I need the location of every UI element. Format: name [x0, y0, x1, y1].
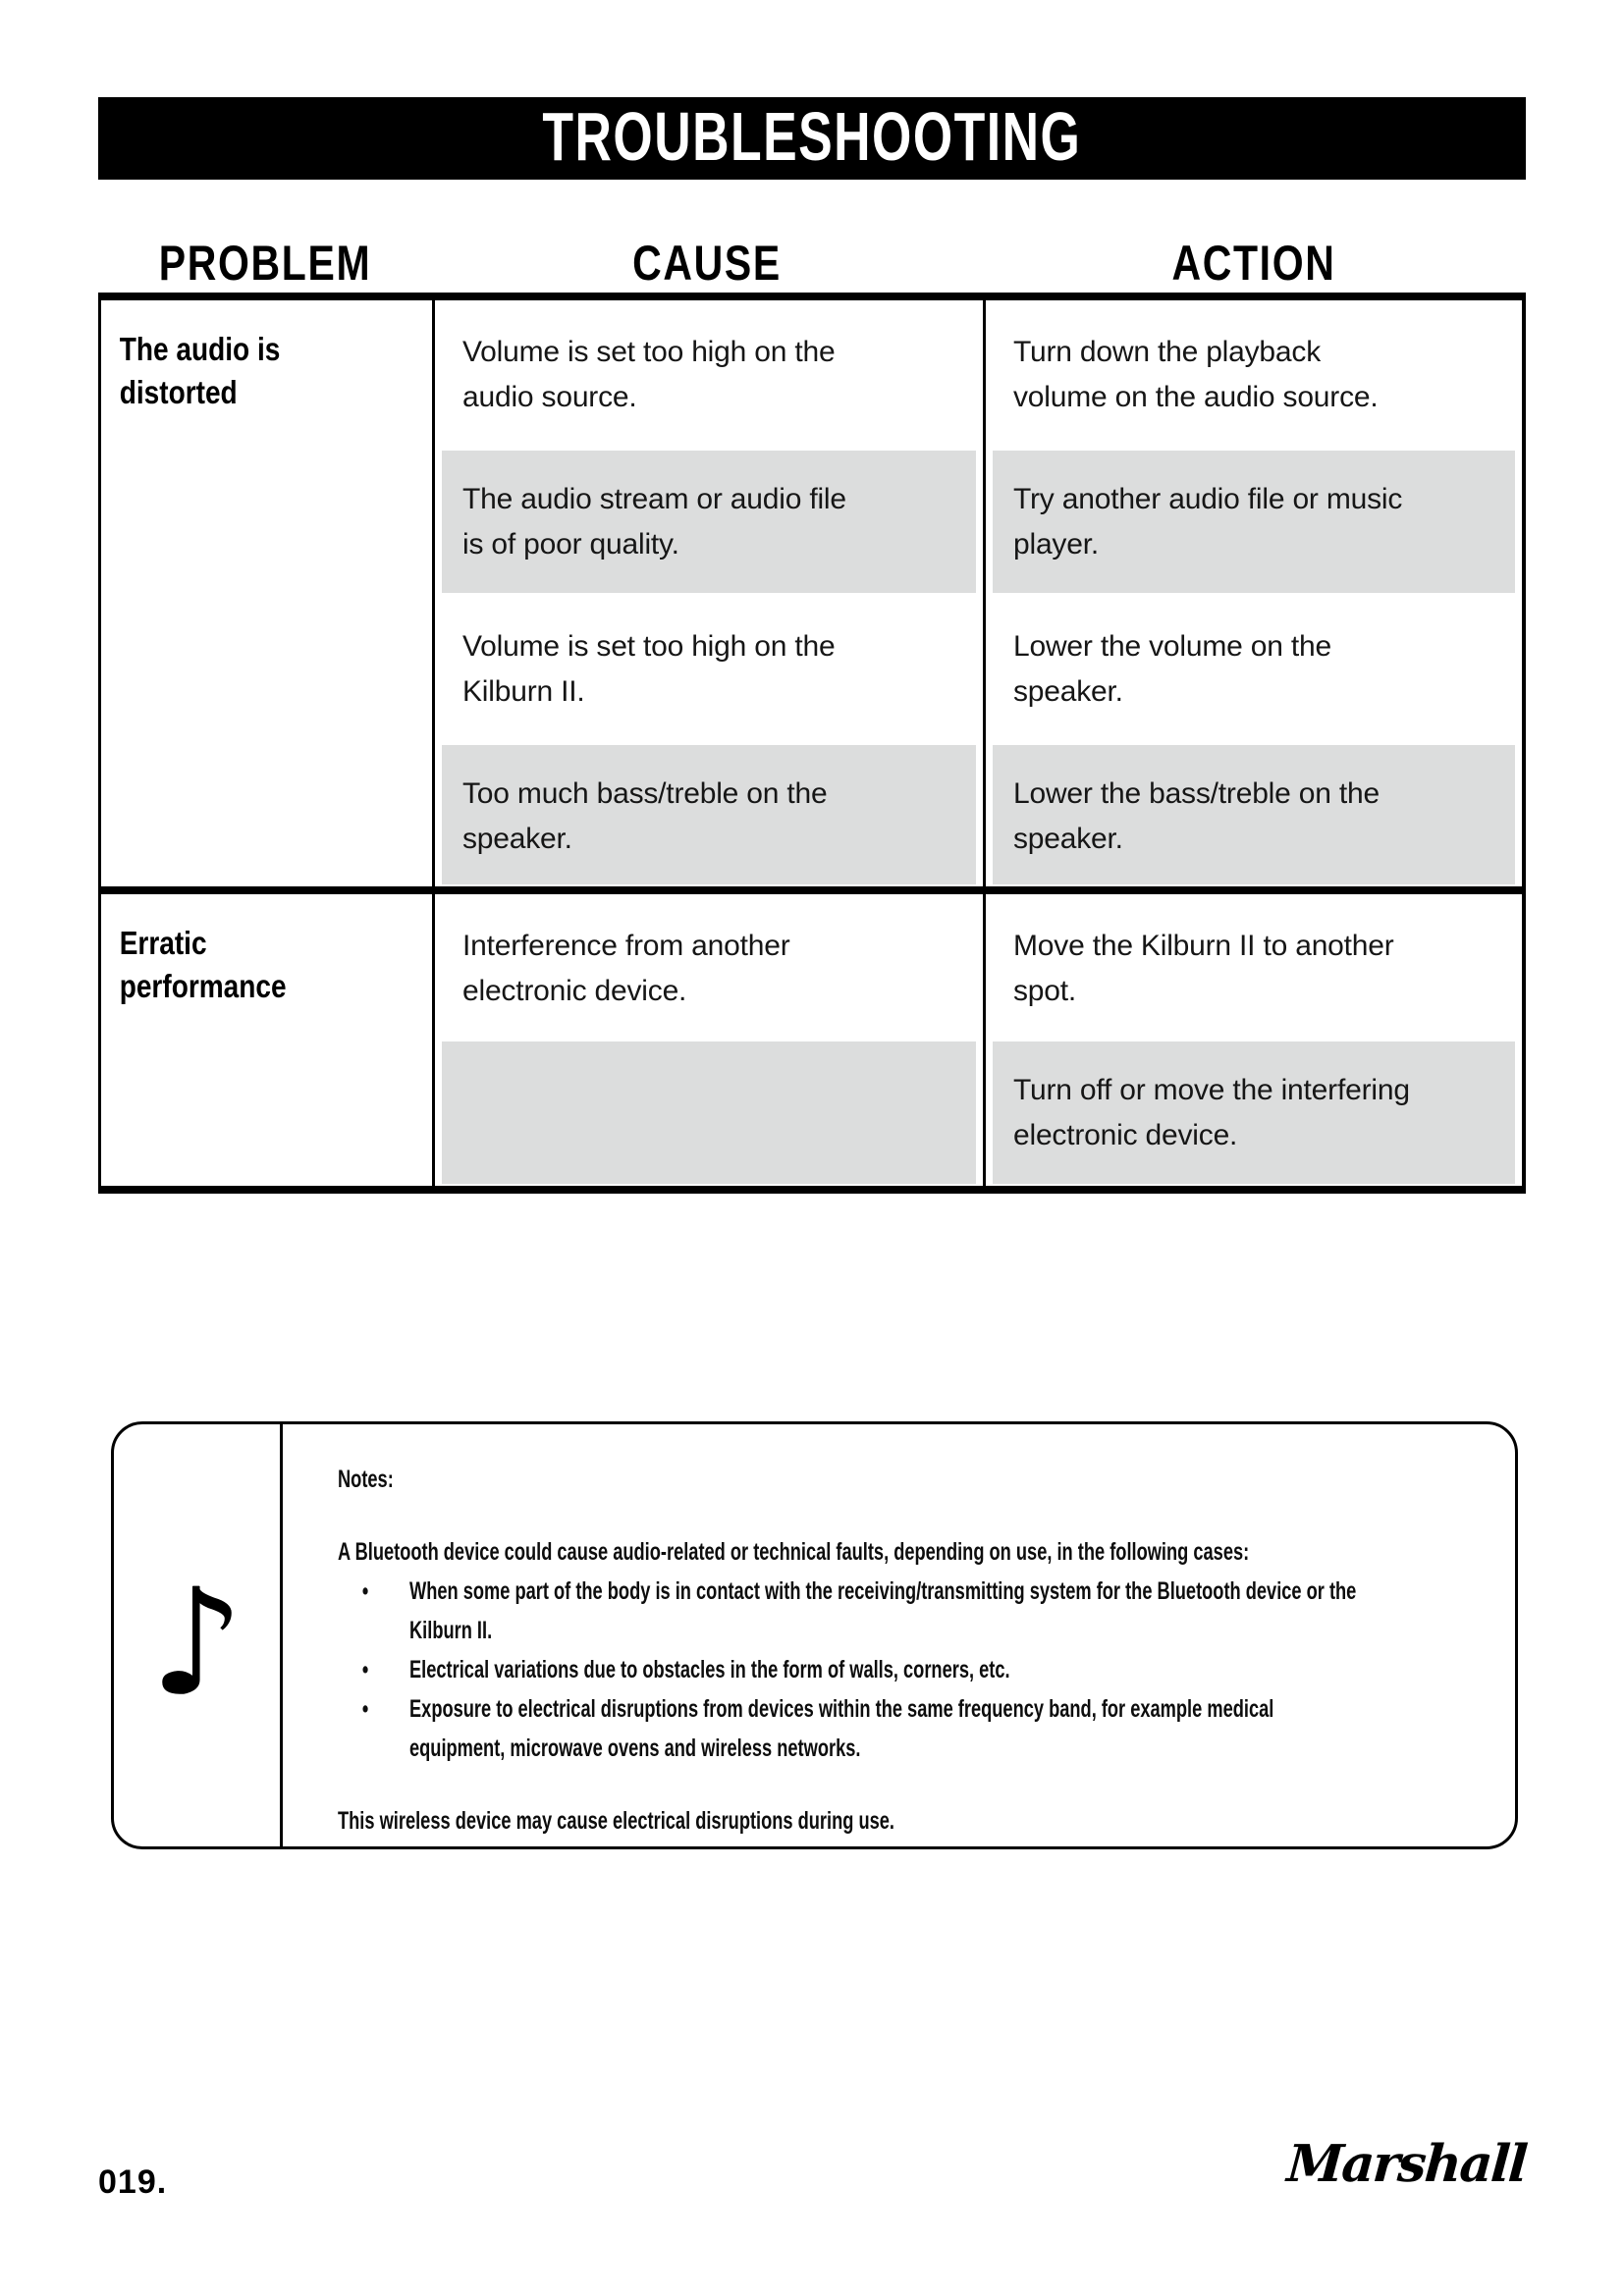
action-text: Try another audio file or music player. — [1013, 483, 1403, 561]
column-header-cause: CAUSE — [632, 236, 782, 291]
notes-intro: A Bluetooth device could cause audio-related or technical faults, depending on use, in the following cases: — [338, 1538, 1250, 1566]
action-text: Turn off or move the interfering electronic device. — [1013, 1074, 1410, 1151]
problem-cell-audio-distorted — [101, 300, 432, 886]
notes-title: Notes: — [338, 1466, 394, 1493]
bullet-text: Electrical variations due to obstacles in the form of walls, corners, etc. — [409, 1656, 1010, 1683]
action-cell — [983, 742, 1522, 886]
notes-body — [283, 1424, 1513, 1844]
bullet-text: When some part of the body is in contact with the receiving/transmitting system for the Bluetooth device or the Kilburn II. — [409, 1577, 1357, 1644]
column-header-action: ACTION — [1171, 236, 1336, 291]
cause-cell-empty — [432, 1039, 983, 1186]
notes-icon-column — [114, 1424, 283, 1846]
notes-bullet — [338, 1572, 1513, 1650]
action-cell — [983, 894, 1522, 1039]
problem-cell-erratic-performance — [101, 894, 432, 1186]
music-note-icon: ♪ — [149, 1558, 244, 1729]
action-text: Turn down the playback volume on the audio source. — [1013, 336, 1379, 413]
cause-text: The audio stream or audio file is of poor quality. — [462, 483, 846, 561]
action-cell — [983, 1039, 1522, 1186]
action-cell — [983, 595, 1522, 742]
notes-bullet — [338, 1650, 1513, 1689]
action-cell — [983, 300, 1522, 448]
cause-cell — [432, 894, 983, 1039]
action-text: Lower the bass/treble on the speaker. — [1013, 777, 1380, 855]
page-title: TROUBLESHOOTING — [542, 98, 1082, 175]
action-cell — [983, 448, 1522, 595]
notes-box — [111, 1421, 1518, 1849]
section-divider-line — [101, 886, 1522, 894]
page-number: 019. — [98, 2163, 168, 2201]
marshall-logo: Marshall — [1284, 2134, 1529, 2194]
notes-footer: This wireless device may cause electrical disruptions during use. — [338, 1807, 894, 1835]
problem-text: Erratic performance — [119, 925, 287, 1004]
cause-text: Volume is set too high on the Kilburn II. — [462, 630, 836, 708]
action-text: Lower the volume on the speaker. — [1013, 630, 1331, 708]
shaded-row-background — [442, 1041, 976, 1184]
bullet-text: Exposure to electrical disruptions from devices within the same frequency band, for example medical equipment, microwave ovens and wireless networks. — [409, 1695, 1274, 1762]
troubleshooting-banner — [98, 97, 1526, 180]
action-text: Move the Kilburn II to another spot. — [1013, 930, 1394, 1007]
cause-cell — [432, 595, 983, 742]
cause-text: Interference from another electronic device. — [462, 930, 790, 1007]
bullet-icon: • — [361, 1577, 369, 1605]
problem-text: The audio is distorted — [119, 331, 281, 410]
notes-bullet — [338, 1689, 1513, 1768]
cause-cell — [432, 448, 983, 595]
cause-cell — [432, 742, 983, 886]
cause-text: Volume is set too high on the audio source. — [462, 336, 836, 413]
column-header-problem: PROBLEM — [158, 236, 372, 291]
bullet-icon: • — [361, 1695, 369, 1723]
troubleshooting-table — [98, 293, 1526, 1194]
bullet-icon: • — [361, 1656, 369, 1683]
cause-cell — [432, 300, 983, 448]
cause-text: Too much bass/treble on the speaker. — [462, 777, 828, 855]
